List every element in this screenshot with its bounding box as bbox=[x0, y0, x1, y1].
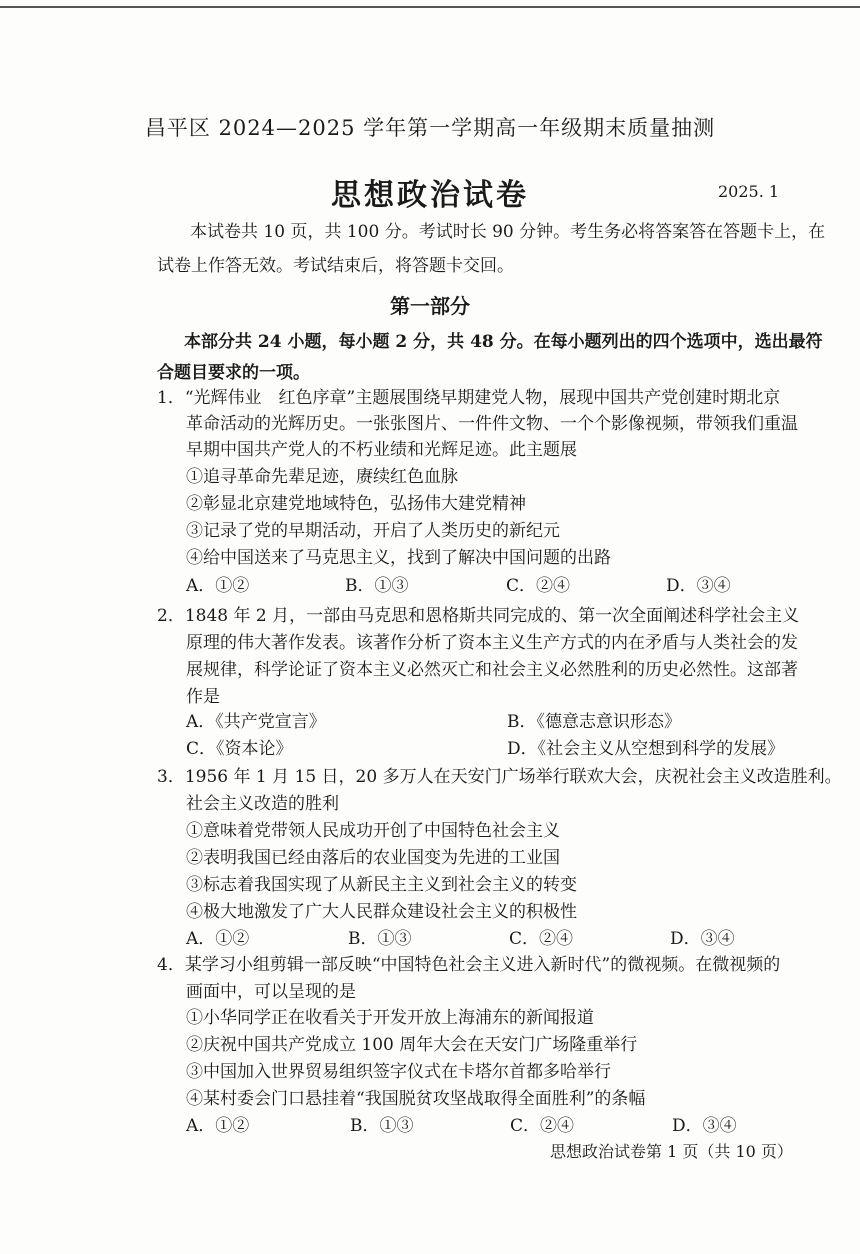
question-stem-line: 4．某学习小组剪辑一部反映“中国特色社会主义进入新时代”的微视频。在微视频的 bbox=[157, 955, 781, 975]
statement: ③标志着我国实现了从新民主主义到社会主义的转变 bbox=[186, 875, 577, 895]
question-stem-line: 原理的伟大著作发表。该著作分析了资本主义生产方式的内在矛盾与人类社会的发 bbox=[186, 633, 798, 653]
statement: ④某村委会门口悬挂着“我国脱贫攻坚战取得全面胜利”的条幅 bbox=[186, 1089, 646, 1109]
instructions-line: 本试卷共 10 页，共 100 分。考试时长 90 分钟。考生务必将答案答在答题卡上，在 bbox=[190, 222, 826, 242]
part-title: 第一部分 bbox=[390, 294, 470, 318]
option-a: A．《共产党宣言》 bbox=[186, 712, 326, 732]
option-c: C．《资本论》 bbox=[186, 739, 293, 759]
option-a: A．①② bbox=[186, 929, 250, 949]
option-c: C．②④ bbox=[506, 576, 571, 596]
statement: ④给中国送来了马克思主义，找到了解决中国问题的出路 bbox=[186, 548, 611, 568]
option-c: C．②④ bbox=[510, 1116, 575, 1136]
statement: ①意味着党带领人民成功开创了中国特色社会主义 bbox=[186, 821, 560, 841]
statement: ②彰显北京建党地域特色，弘扬伟大建党精神 bbox=[186, 494, 526, 514]
option-d: D．③④ bbox=[672, 1116, 737, 1136]
exam-subtitle: 昌平区 2024—2025 学年第一学期高一年级期末质量抽测 bbox=[144, 116, 716, 140]
question-stem-line: 社会主义改造的胜利 bbox=[186, 794, 339, 814]
statement: ③中国加入世界贸易组织签字仪式在卡塔尔首都多哈举行 bbox=[186, 1062, 611, 1082]
option-d: D．③④ bbox=[670, 929, 735, 949]
question-stem-line: 2．1848 年 2 月，一部由马克思和恩格斯共同完成的、第一次全面阐述科学社会主义 bbox=[157, 606, 800, 626]
option-d: D．③④ bbox=[666, 576, 731, 596]
top-border-line bbox=[0, 6, 860, 8]
question-stem-line: 革命活动的光辉历史。一张张图片、一件件文物、一个个影像视频，带领我们重温 bbox=[186, 414, 798, 434]
exam-title: 思想政治试卷 bbox=[331, 178, 529, 213]
option-b: B．①③ bbox=[348, 929, 412, 949]
option-b: B．《德意志意识形态》 bbox=[507, 712, 681, 732]
statement: ①小华同学正在收看关于开发开放上海浦东的新闻报道 bbox=[186, 1008, 594, 1028]
exam-date: 2025. 1 bbox=[718, 182, 780, 201]
option-b: B．①③ bbox=[350, 1116, 414, 1136]
statement: ③记录了党的早期活动，开启了人类历史的新纪元 bbox=[186, 521, 560, 541]
option-c: C．②④ bbox=[509, 929, 574, 949]
page-footer: 思想政治试卷第 1 页（共 10 页） bbox=[550, 1142, 793, 1161]
question-stem-line: 展规律，科学论证了资本主义必然灭亡和社会主义必然胜利的历史必然性。这部著 bbox=[186, 660, 798, 680]
question-stem-line: 作是 bbox=[186, 687, 220, 707]
option-b: B．①③ bbox=[345, 576, 409, 596]
question-stem-line: 1．“光辉伟业 红色序章”主题展围绕早期建党人物，展现中国共产党创建时期北京 bbox=[157, 388, 781, 408]
statement: ①追寻革命先辈足迹，赓续红色血脉 bbox=[186, 467, 458, 487]
part-intro-line: 本部分共 24 小题，每小题 2 分，共 48 分。在每小题列出的四个选项中，选出最符 bbox=[184, 332, 823, 352]
option-d: D．《社会主义从空想到科学的发展》 bbox=[507, 739, 785, 759]
statement: ②庆祝中国共产党成立 100 周年大会在天安门广场隆重举行 bbox=[186, 1035, 638, 1055]
option-a: A．①② bbox=[186, 1116, 250, 1136]
instructions-line: 试卷上作答无效。考试结束后，将答题卡交回。 bbox=[157, 256, 514, 276]
question-stem-line: 早期中国共产党人的不朽业绩和光辉足迹。此主题展 bbox=[186, 440, 577, 460]
part-intro-line: 合题目要求的一项。 bbox=[157, 363, 310, 383]
option-a: A．①② bbox=[186, 576, 250, 596]
question-stem-line: 画面中，可以呈现的是 bbox=[186, 982, 356, 1002]
question-stem-line: 3．1956 年 1 月 15 日，20 多万人在天安门广场举行联欢大会，庆祝社会主义改造胜利。 bbox=[157, 767, 842, 787]
statement: ④极大地激发了广大人民群众建设社会主义的积极性 bbox=[186, 902, 577, 922]
statement: ②表明我国已经由落后的农业国变为先进的工业国 bbox=[186, 848, 560, 868]
